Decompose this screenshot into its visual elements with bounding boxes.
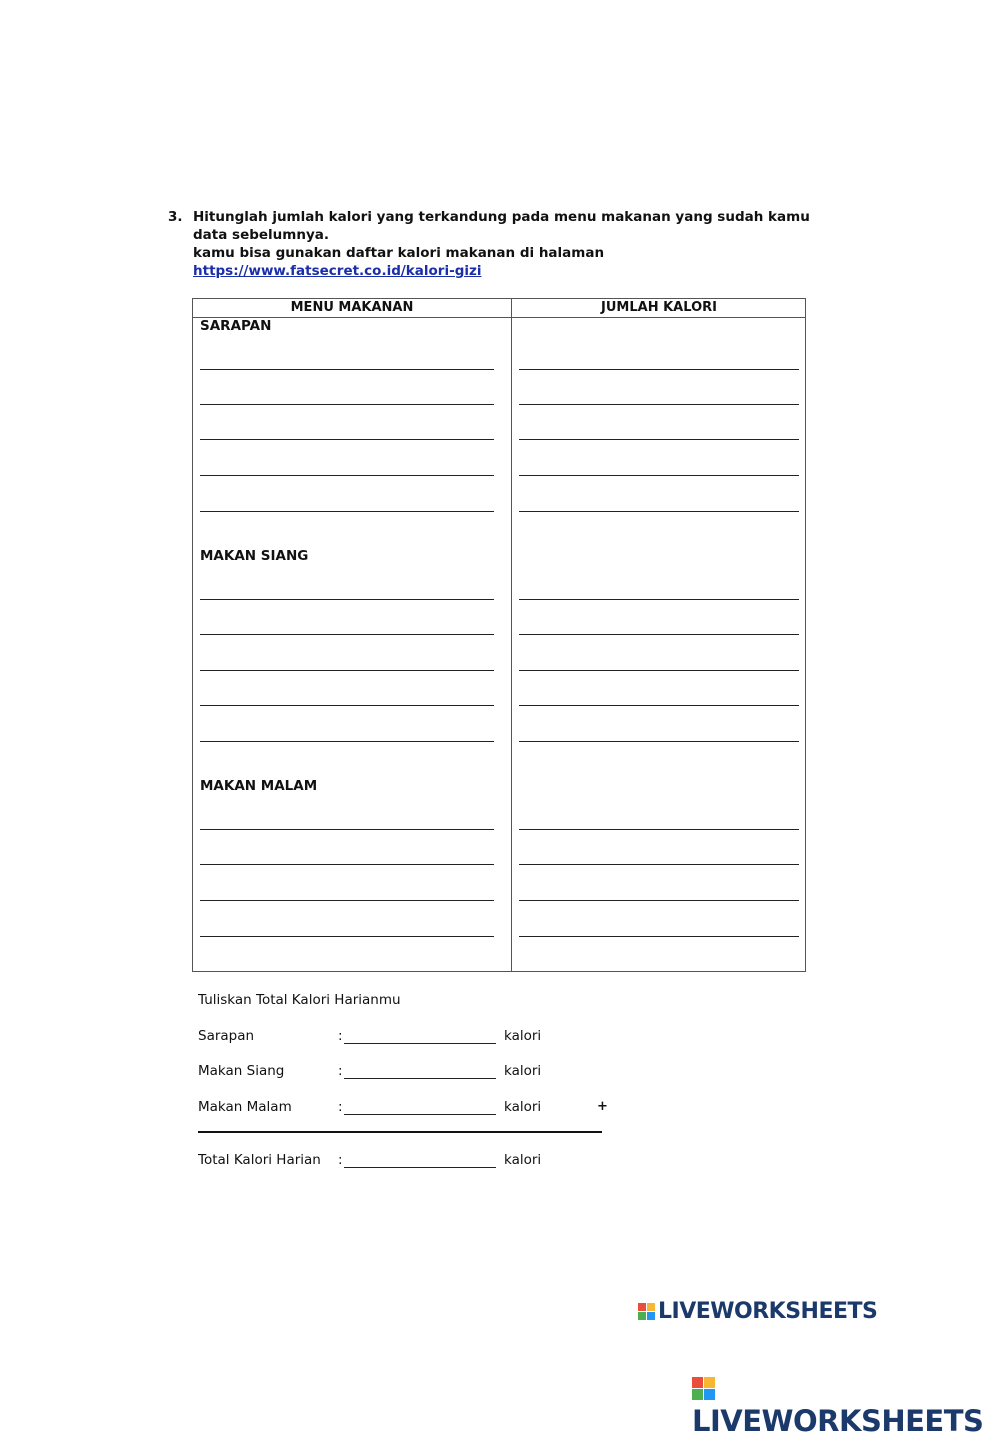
- colon: :: [338, 1152, 343, 1168]
- calorie-input-line[interactable]: [519, 670, 799, 671]
- calorie-input-line[interactable]: [519, 864, 799, 865]
- section-makan-siang: MAKAN SIANG: [200, 548, 309, 564]
- unit-label: kalori: [504, 1152, 542, 1168]
- total-input-line[interactable]: [344, 1167, 496, 1168]
- total-input-line[interactable]: [344, 1078, 496, 1079]
- liveworksheets-logo-footer: [692, 1370, 1000, 1438]
- logo-icon: [638, 1303, 656, 1321]
- menu-input-line[interactable]: [200, 670, 494, 671]
- unit-label: kalori: [504, 1063, 542, 1079]
- calorie-input-line[interactable]: [519, 511, 799, 512]
- calorie-input-line[interactable]: [519, 369, 799, 370]
- menu-input-line[interactable]: [200, 369, 494, 370]
- total-input-line[interactable]: [344, 1114, 496, 1115]
- calorie-input-line[interactable]: [519, 741, 799, 742]
- unit-label: kalori: [504, 1028, 542, 1044]
- header-divider: [193, 317, 805, 318]
- brand-text: LIVEWORKSHEETS: [692, 1404, 984, 1438]
- total-input-line[interactable]: [344, 1043, 496, 1044]
- calorie-input-line[interactable]: [519, 439, 799, 440]
- menu-input-line[interactable]: [200, 439, 494, 440]
- instruction-hint: kamu bisa gunakan daftar kalori makanan di halaman: [193, 245, 605, 261]
- plus-sign: +: [597, 1099, 608, 1114]
- colon: :: [338, 1063, 343, 1079]
- calorie-input-line[interactable]: [519, 634, 799, 635]
- column-divider: [511, 299, 512, 971]
- unit-label: kalori: [504, 1099, 542, 1115]
- total-label: Makan Siang: [198, 1063, 285, 1079]
- total-label: Makan Malam: [198, 1099, 292, 1115]
- menu-table: [192, 298, 806, 972]
- menu-input-line[interactable]: [200, 864, 494, 865]
- section-makan-malam: MAKAN MALAM: [200, 778, 318, 794]
- menu-input-line[interactable]: [200, 511, 494, 512]
- logo-icon: [692, 1377, 716, 1401]
- calorie-input-line[interactable]: [519, 829, 799, 830]
- instruction-text: Hitunglah jumlah kalori yang terkandung pada menu makanan yang sudah kamu data sebelumnya.: [193, 209, 810, 243]
- column-header-calories: JUMLAH KALORI: [601, 300, 717, 315]
- menu-input-line[interactable]: [200, 404, 494, 405]
- liveworksheets-logo: [638, 1299, 877, 1324]
- column-header-menu: MENU MAKANAN: [290, 300, 414, 315]
- colon: :: [338, 1028, 343, 1044]
- brand-text: LIVEWORKSHEETS: [658, 1299, 878, 1324]
- section-sarapan: SARAPAN: [200, 318, 272, 334]
- totals-title: Tuliskan Total Kalori Harianmu: [198, 992, 401, 1008]
- calorie-input-line[interactable]: [519, 404, 799, 405]
- menu-input-line[interactable]: [200, 634, 494, 635]
- calorie-input-line[interactable]: [519, 475, 799, 476]
- menu-input-line[interactable]: [200, 741, 494, 742]
- sum-divider: [198, 1131, 602, 1133]
- menu-input-line[interactable]: [200, 475, 494, 476]
- menu-input-line[interactable]: [200, 599, 494, 600]
- menu-input-line[interactable]: [200, 936, 494, 937]
- calorie-input-line[interactable]: [519, 599, 799, 600]
- menu-input-line[interactable]: [200, 705, 494, 706]
- menu-input-line[interactable]: [200, 900, 494, 901]
- question-number: 3.: [168, 209, 183, 225]
- calorie-input-line[interactable]: [519, 900, 799, 901]
- calorie-input-line[interactable]: [519, 705, 799, 706]
- total-label: Total Kalori Harian: [198, 1152, 321, 1168]
- menu-input-line[interactable]: [200, 829, 494, 830]
- total-label: Sarapan: [198, 1028, 255, 1044]
- reference-link[interactable]: https://www.fatsecret.co.id/kalori-gizi: [193, 263, 482, 279]
- colon: :: [338, 1099, 343, 1115]
- calorie-input-line[interactable]: [519, 936, 799, 937]
